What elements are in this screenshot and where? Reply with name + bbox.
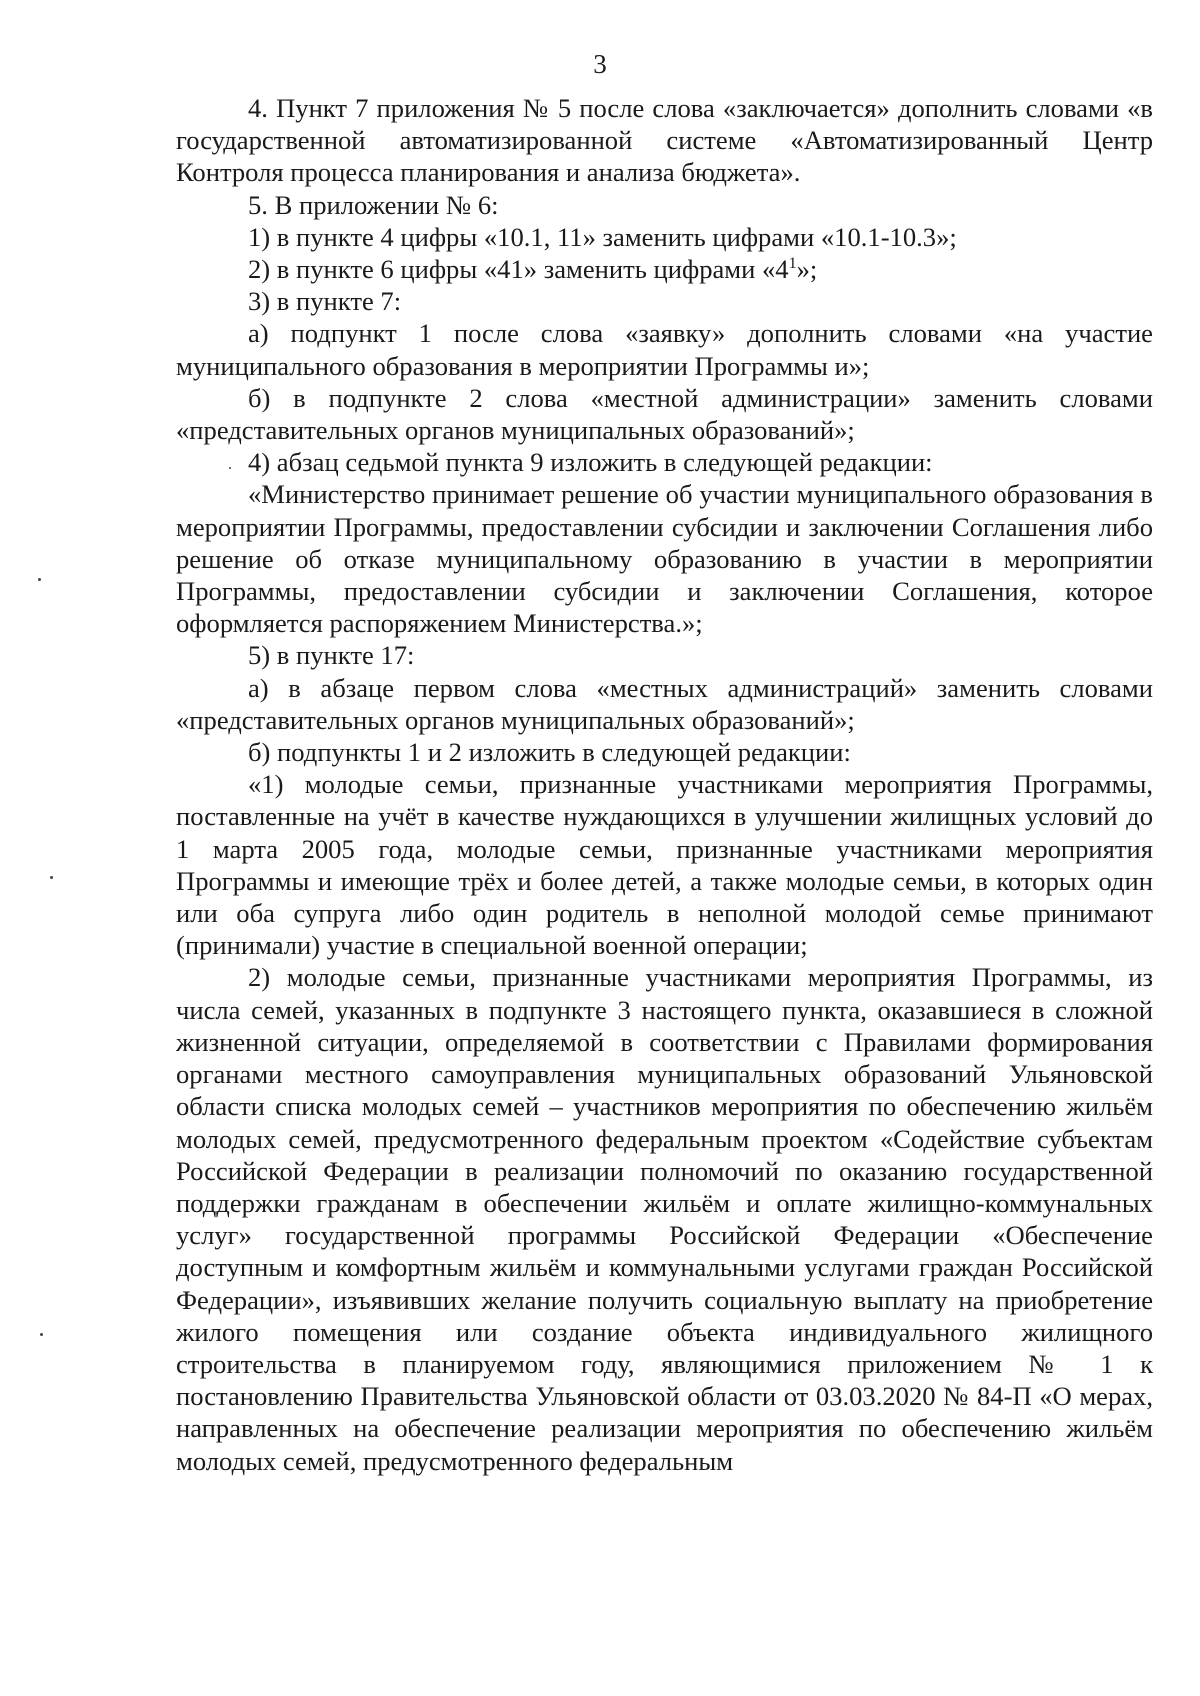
superscript-mark: 1 — [788, 255, 797, 273]
paragraph-subitem-4: 4) абзац седьмой пункта 9 изложить в следующей редакции: — [248, 447, 933, 478]
scan-speck — [50, 876, 53, 879]
paragraph-quote-item-1: «1) молодые семьи, признанные участниками мероприятия Программы, поставленные на учёт в качестве нуждающихся в улучшении жилищных условий до 1 марта 2005 года, молодые семьи, признанные участниками мероприятия Программы и имеющие трёх и более детей, а также молодые семьи, в которых один или оба супруга либо один родитель в неполной молодой семье принимают (принимали) участие в специальной военной операции; — [176, 769, 1153, 961]
paragraph-subitem-5a: а) в абзаце первом слова «местных администраций» заменить словами «представительных органов муниципальных образований»; — [176, 672, 1153, 735]
subitem-2-text: 2) в пункте 6 цифры «41» заменить цифрами «4 — [248, 254, 789, 285]
paragraph-subitem-3a: а) подпункт 1 после слова «заявку» дополнить словами «на участие муниципального образования в мероприятии Программы и»; — [176, 318, 1153, 381]
paragraph-item-4: 4. Пункт 7 приложения № 5 после слова «заключается» дополнить словами «в государственной автоматизированной системе «Автоматизированный Центр Контроля процесса планирования и анализа бюджета». — [176, 93, 1153, 188]
page-number: 3 — [593, 49, 607, 79]
paragraph-subitem-1: 1) в пункте 4 цифры «10.1, 11» заменить цифрами «10.1-10.3»; — [248, 221, 957, 252]
scan-speck — [40, 1333, 43, 1336]
paragraph-subitem-3: 3) в пункте 7: — [248, 286, 402, 317]
paragraph-subitem-3b: б) в подпункте 2 слова «местной администрации» заменить словами «представительных органов муниципальных образований»; — [176, 382, 1153, 446]
document-body — [176, 92, 1153, 1477]
paragraph-subitem-5b: б) подпункты 1 и 2 изложить в следующей редакции: — [248, 737, 851, 768]
paragraph-subitem-2 — [176, 253, 1153, 285]
subitem-2-tail: »; — [796, 254, 818, 285]
paragraph-quote-item-2: 2) молодые семьи, признанные участниками мероприятия Программы, из числа семей, указанных в подпункте 3 настоящего пункта, оказавшиеся в сложной жизненной ситуации, определяемой в соответствии с Правилами формирования органами местного самоуправления муниципальных образований Ульяновской области списка молодых семей – участников мероприятия по обеспечению жильём молодых семей, предусмотренного федеральным проектом «Содействие субъектам Российской Федерации в реализации полномочий по оказанию государственной поддержки гражданам в обеспечении жильём и оплате жилищно-коммунальных услуг» государственной программы Российской Федерации «Обеспечение доступным и комфортным жильём и коммунальными услугами граждан Российской Федерации», изъявивших желание получить социальную выплату на приобретение жилого помещения или создание объекта индивидуального жилищного строительства в планируемом году, являющимися приложением № 1 к постановлению Правительства Ульяновской области от 03.03.2020 № 84-П «О мерах, направленных на обеспечение реализации мероприятия по обеспечению жильём молодых семей, предусмотренного федеральным — [176, 962, 1153, 1476]
paragraph-subitem-5: 5) в пункте 17: — [248, 640, 415, 671]
scan-speck — [38, 578, 41, 581]
paragraph-item-5-heading: 5. В приложении № 6: — [248, 189, 499, 220]
paragraph-quote-ministry: «Министерство принимает решение об участии муниципального образования в мероприятии Программы, предоставлении субсидии и заключении Соглашения либо решение об отказе муниципальному образованию в участии в мероприятии Программы, предоставлении субсидии и заключении Соглашения, которое оформляется распоряжением Министерства.»; — [176, 479, 1153, 639]
scan-speck — [229, 467, 231, 469]
